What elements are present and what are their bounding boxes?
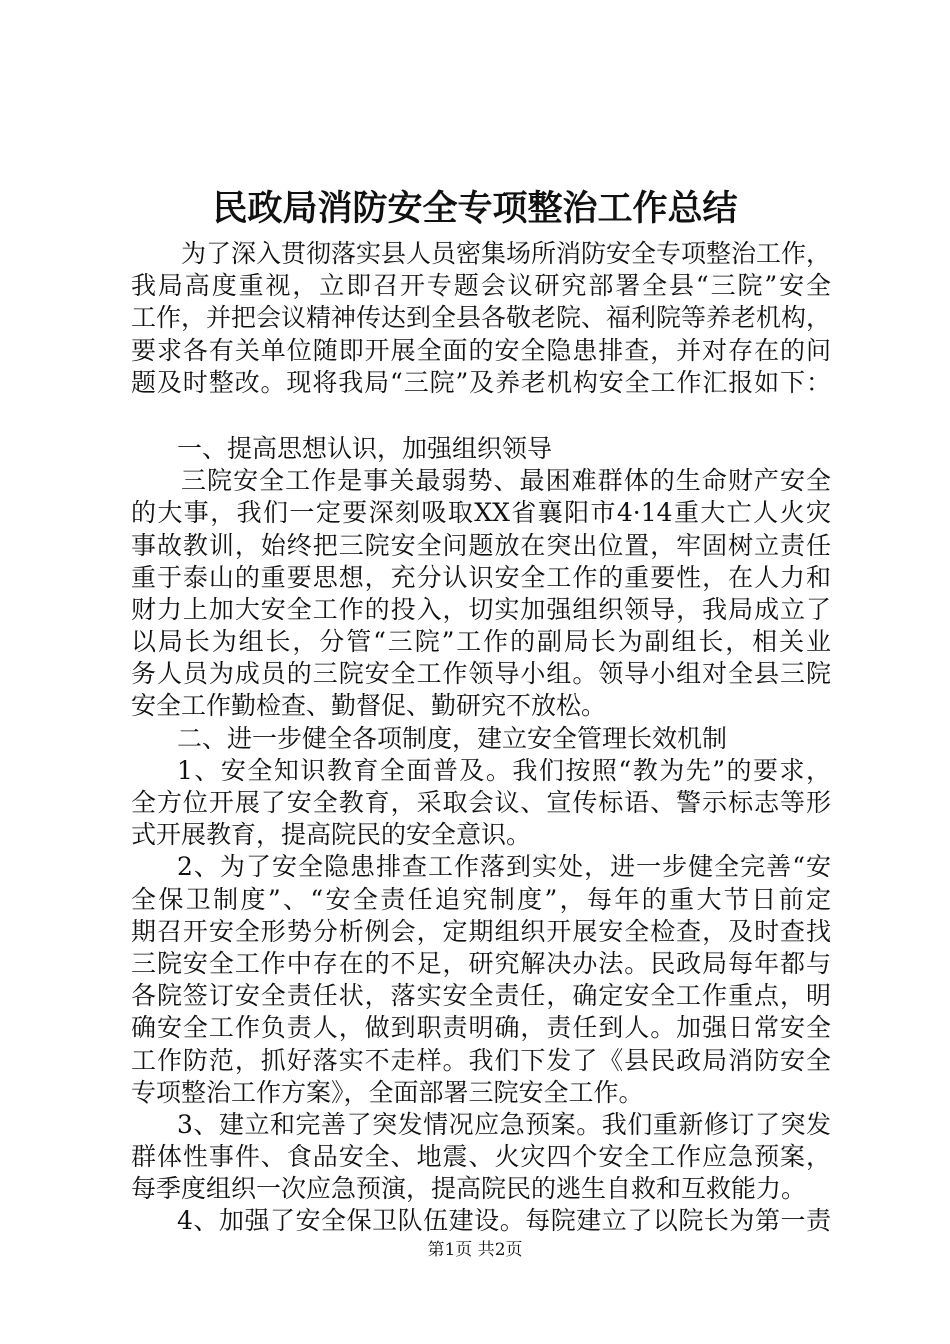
section-1-line-1: 三院安全工作是事关最弱势、最困难群体的生命财产安全	[181, 466, 831, 496]
item-2-line-5: 各院签订安全责任状，落实安全责任，确定安全工作重点，明	[131, 981, 831, 1011]
item-1-line-1: 1、安全知识教育全面普及。我们按照“教为先”的要求，	[177, 755, 831, 785]
page-footer: 第1页 共2页	[427, 1240, 523, 1260]
item-2-line-3: 期召开安全形势分析例会，定期组织开展安全检查，及时查找	[131, 916, 831, 946]
item-3-line-3: 每季度组织一次应急预演，提高院民的逃生自救和互救能力。	[131, 1174, 807, 1204]
paragraph-intro-line-1: 为了深入贯彻落实县人员密集场所消防安全专项整治工作，	[181, 239, 832, 268]
paragraph-intro-line-2: 我局高度重视，立即召开专题会议研究部署全县“三院”安全	[131, 271, 831, 301]
item-1-line-2: 全方位开展了安全教育，采取会议、宣传标语、警示标志等形	[131, 788, 831, 817]
item-3-line-1: 3、建立和完善了突发情况应急预案。我们重新修订了突发	[177, 1109, 831, 1139]
paragraph-intro-line-4: 要求各有关单位随即开展全面的安全隐患排查，并对存在的问	[131, 335, 831, 365]
section-1-line-4: 重于泰山的重要思想，充分认识安全工作的重要性，在人力和	[131, 562, 831, 592]
item-4-line-1: 4、加强了安全保卫队伍建设。每院建立了以院长为第一责	[177, 1206, 831, 1236]
document-body	[131, 238, 831, 1238]
paragraph-intro-line-3: 工作，并把会议精神传达到全县各敬老院、福利院等养老机构，	[131, 303, 832, 333]
item-2-line-1: 2、为了安全隐患排查工作落到实处，进一步健全完善“安	[177, 852, 831, 882]
item-2-line-8: 专项整治工作方案》，全面部署三院安全工作。	[131, 1077, 644, 1107]
item-1-line-3: 式开展教育，提高院民的安全意识。	[131, 820, 532, 850]
item-2-line-6: 确安全工作负责人，做到职责明确，责任到人。加强日常安全	[131, 1013, 831, 1043]
paragraph-intro-line-5: 题及时整改。现将我局“三院”及养老机构安全工作汇报如下：	[131, 367, 831, 397]
page-title: 民政局消防安全专项整治工作总结	[212, 188, 738, 229]
item-2-line-2: 全保卫制度”、“安全责任追究制度”，每年的重大节日前定	[131, 884, 831, 914]
section-1-line-8: 安全工作勤检查、勤督促、勤研究不放松。	[131, 691, 607, 721]
section-heading-2: 二、进一步健全各项制度，建立安全管理长效机制	[177, 723, 728, 753]
item-2-line-4: 三院安全工作中存在的不足，研究解决办法。民政局每年都与	[131, 948, 831, 978]
item-3-line-2: 群体性事件、食品安全、地震、火灾四个安全工作应急预案，	[131, 1142, 831, 1172]
section-1-line-3: 事故教训，始终把三院安全问题放在突出位置，牢固树立责任	[131, 530, 831, 560]
section-1-line-7: 务人员为成员的三院安全工作领导小组。领导小组对全县三院	[131, 659, 831, 689]
section-1-line-2: 的大事，我们一定要深刻吸取XX省襄阳市4·14重大亡人火灾	[131, 498, 831, 528]
section-1-line-5: 财力上加大安全工作的投入，切实加强组织领导，我局成立了	[131, 594, 831, 624]
paragraph-spacer	[131, 399, 831, 433]
section-heading-1: 一、提高思想认识，加强组织领导	[177, 433, 553, 463]
section-1-line-6: 以局长为组长，分管“三院”工作的副局长为副组长，相关业	[131, 627, 831, 657]
item-2-line-7: 工作防范，抓好落实不走样。我们下发了《县民政局消防安全	[131, 1045, 831, 1075]
